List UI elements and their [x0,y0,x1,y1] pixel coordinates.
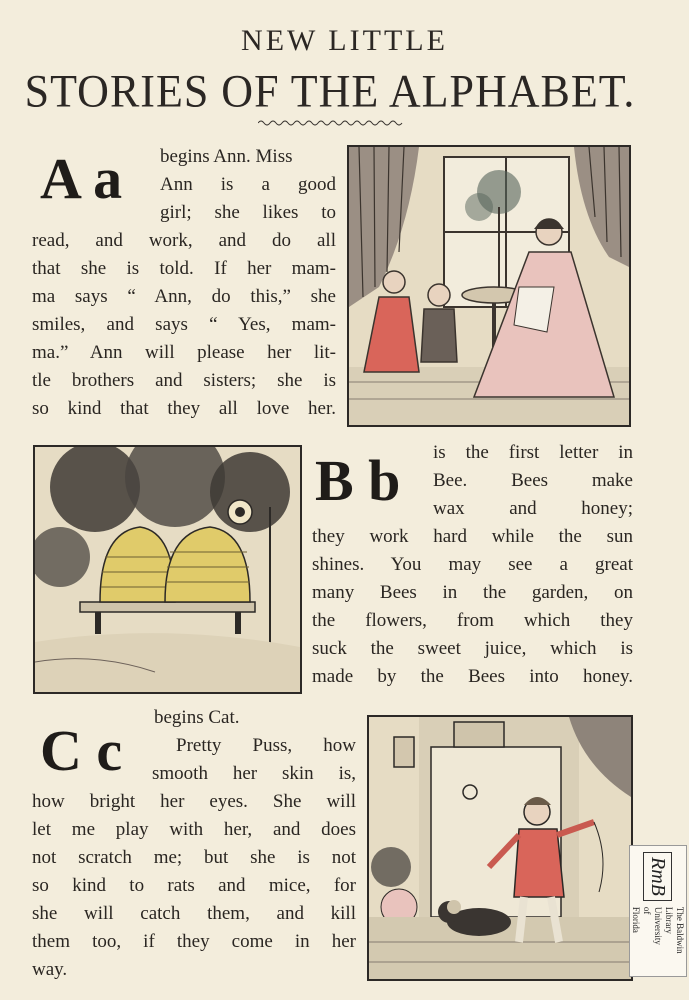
title-line-2: STORIES OF THE ALPHABET. [24,65,636,118]
stamp-line-2: University [653,906,664,945]
section-c-line: not scratch me; but she is not [32,847,356,868]
section-a-line: ma.” Ann will please her lit- [32,342,336,363]
section-c-line: she will catch them, and kill [32,903,356,924]
library-stamp-text [631,907,686,976]
section-a-line: girl; she likes to [160,202,336,223]
section-c-line: them too, if they come in her [32,931,356,952]
section-a-line: ma says “ Ann, do this,” she [32,286,336,307]
section-b-line: shines. You may see a great [312,554,633,575]
illustration-ann-mother-children [347,145,631,427]
section-b-line: the flowers, from which they [312,610,633,631]
section-b-line: wax and honey; [433,498,633,519]
section-b-line: made by the Bees into honey. [312,666,633,687]
section-c-line: let me play with her, and does [32,819,356,840]
section-c-line: begins Cat. [154,707,240,728]
illustration-beehives [33,445,302,694]
title-ornament [258,118,408,128]
section-c-line: way. [32,959,68,980]
letter-b-heading: B b [315,448,401,513]
section-c-line: smooth her skin is, [152,763,356,784]
section-a-line: so kind that they all love her. [32,398,336,419]
library-logo: RmB [644,852,673,901]
section-a-line: begins Ann. Miss [160,146,293,167]
letter-c-heading: C c [40,718,123,783]
stamp-line-1: The Baldwin Library [664,906,686,954]
section-b-line: is the first letter in [433,442,633,463]
section-c-line: Pretty Puss, how [176,735,356,756]
section-a-line: Ann is a good [160,174,336,195]
title-line-1: NEW LITTLE [241,24,448,57]
stamp-line-4: Florida [631,906,642,933]
section-b-line: many Bees in the garden, on [312,582,633,603]
section-c-line: so kind to rats and mice, for [32,875,356,896]
section-a-line: read, and work, and do all [32,230,336,251]
illustration-boy-with-cat [367,715,633,981]
section-a-line: that she is told. If her mam- [32,258,336,279]
section-a-line: tle brothers and sisters; she is [32,370,336,391]
section-b-line: Bee. Bees make [433,470,633,491]
library-stamp [629,845,687,977]
letter-a-heading: A a [40,146,123,211]
section-c-line: how bright her eyes. She will [32,791,356,812]
section-b-line: suck the sweet juice, which is [312,638,633,659]
section-a-line: smiles, and says “ Yes, mam- [32,314,336,335]
stamp-line-3: of [642,906,653,915]
section-b-line: they work hard while the sun [312,526,633,547]
